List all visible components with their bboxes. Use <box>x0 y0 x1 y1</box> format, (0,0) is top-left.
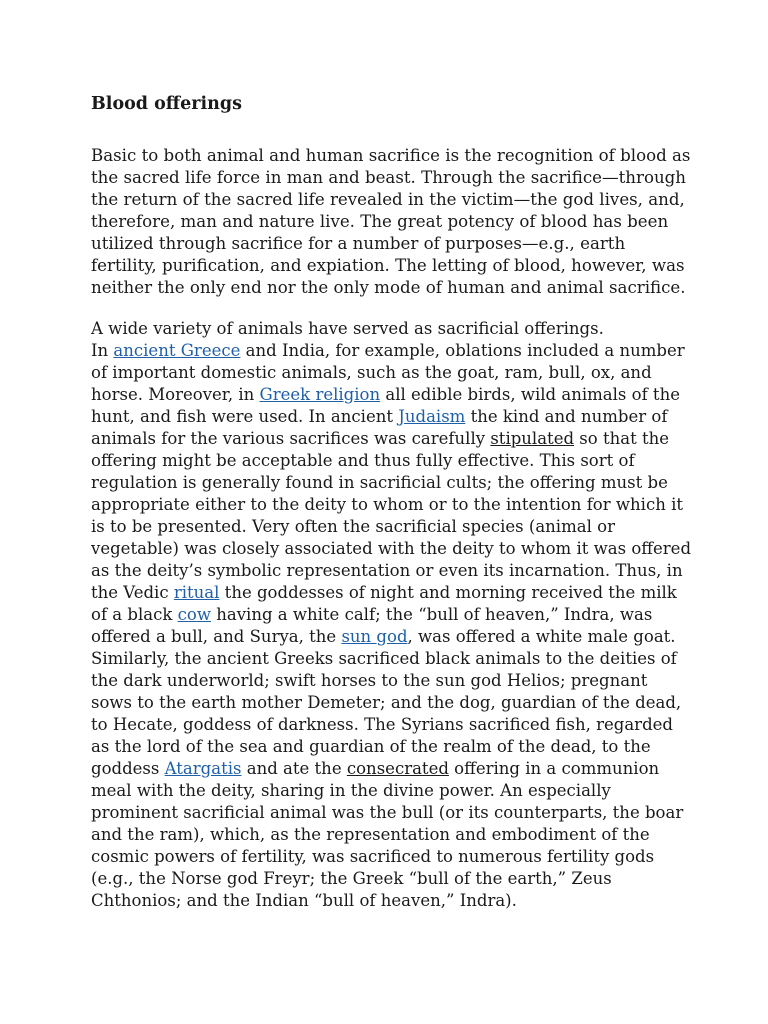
text-line: the return of the sacred life revealed in the victim—the god lives, and, <box>91 190 685 209</box>
text-segment: hunt, and fish were used. In ancient <box>91 407 399 426</box>
text-segment: having a white calf; the “bull of heaven,” Indra, was <box>210 605 653 624</box>
document-page <box>91 92 691 931</box>
text-segment: all edible birds, wild animals of the <box>380 385 680 404</box>
text-line: Basic to both animal and human sacrifice is the recognition of blood as <box>91 146 691 165</box>
link-sun-god[interactable]: sun god <box>341 627 408 646</box>
text-segment: and India, for example, oblations included a number <box>240 341 685 360</box>
text-segment: of a black <box>91 605 178 624</box>
text-segment: goddess <box>91 759 165 778</box>
text-segment: the kind and number of <box>465 407 668 426</box>
text-segment: animals for the various sacrifices was carefully <box>91 429 491 448</box>
text-line: sows to the earth mother Demeter; and the dog, guardian of the dead, <box>91 693 682 712</box>
text-line: (e.g., the Norse god Freyr; the Greek “bull of the earth,” Zeus <box>91 869 612 888</box>
text-segment: In <box>91 341 114 360</box>
text-segment: the Vedic <box>91 583 174 602</box>
term-stipulated[interactable]: stipulated <box>490 429 575 448</box>
text-line: the sacred life force in man and beast. Through the sacrifice—through <box>91 168 687 187</box>
text-segment: so that the <box>574 429 670 448</box>
text-line: Chthonios; and the Indian “bull of heaven,” Indra). <box>91 891 517 910</box>
text-line: as the deity’s symbolic representation or even its incarnation. Thus, in <box>91 561 683 580</box>
text-line <box>91 758 691 780</box>
link-ancient-greece[interactable]: ancient Greece <box>113 341 241 360</box>
text-segment: the goddesses of night and morning received the milk <box>219 583 677 602</box>
section-title: Blood offerings <box>91 94 242 114</box>
text-line <box>91 604 691 626</box>
text-line <box>91 428 691 450</box>
text-line: vegetable) was closely associated with the deity to whom it was offered <box>91 539 692 558</box>
paragraph-blood-life-force <box>91 145 691 299</box>
text-line: appropriate either to the deity to whom or to the intention for which it <box>91 495 684 514</box>
text-line: to Hecate, goddess of darkness. The Syrians sacrificed fish, regarded <box>91 715 673 734</box>
text-line: the dark underworld; swift horses to the sun god Helios; pregnant <box>91 671 648 690</box>
text-line: A wide variety of animals have served as sacrificial offerings. <box>91 319 604 338</box>
text-line: therefore, man and nature live. The great potency of blood has been <box>91 212 669 231</box>
link-judaism[interactable]: Judaism <box>398 407 466 426</box>
text-line: neither the only end nor the only mode of human and animal sacrifice. <box>91 278 686 297</box>
text-line: fertility, purification, and expiation. The letting of blood, however, was <box>91 256 685 275</box>
link-ritual[interactable]: ritual <box>173 583 220 602</box>
text-line <box>91 582 691 604</box>
text-segment: , was offered a white male goat. <box>407 627 676 646</box>
text-line: Similarly, the ancient Greeks sacrificed black animals to the deities of <box>91 649 677 668</box>
text-segment: offering in a communion <box>448 759 660 778</box>
text-line: offering might be acceptable and thus fully effective. This sort of <box>91 451 635 470</box>
text-segment: offered a bull, and Surya, the <box>91 627 342 646</box>
paragraph-sacrificial-animals <box>91 318 691 912</box>
text-line: cosmic powers of fertility, was sacrificed to numerous fertility gods <box>91 847 655 866</box>
text-line: of important domestic animals, such as the goat, ram, bull, ox, and <box>91 363 652 382</box>
link-atargatis[interactable]: Atargatis <box>164 759 242 778</box>
link-greek-religion[interactable]: Greek religion <box>259 385 381 404</box>
text-line <box>91 406 691 428</box>
text-line <box>91 384 691 406</box>
text-segment: horse. Moreover, in <box>91 385 260 404</box>
text-line: meal with the deity, sharing in the divine power. An especially <box>91 781 611 800</box>
text-line <box>91 626 691 648</box>
text-line <box>91 340 691 362</box>
text-line: is to be presented. Very often the sacrificial species (animal or <box>91 517 615 536</box>
term-consecrated[interactable]: consecrated <box>346 759 449 778</box>
text-line: and the ram), which, as the representation and embodiment of the <box>91 825 650 844</box>
link-cow[interactable]: cow <box>177 605 211 624</box>
text-line: utilized through sacrifice for a number of purposes—e.g., earth <box>91 234 626 253</box>
text-line: as the lord of the sea and guardian of the realm of the dead, to the <box>91 737 651 756</box>
text-line: prominent sacrificial animal was the bull (or its counterparts, the boar <box>91 803 684 822</box>
text-segment: and ate the <box>241 759 347 778</box>
text-line: regulation is generally found in sacrificial cults; the offering must be <box>91 473 668 492</box>
